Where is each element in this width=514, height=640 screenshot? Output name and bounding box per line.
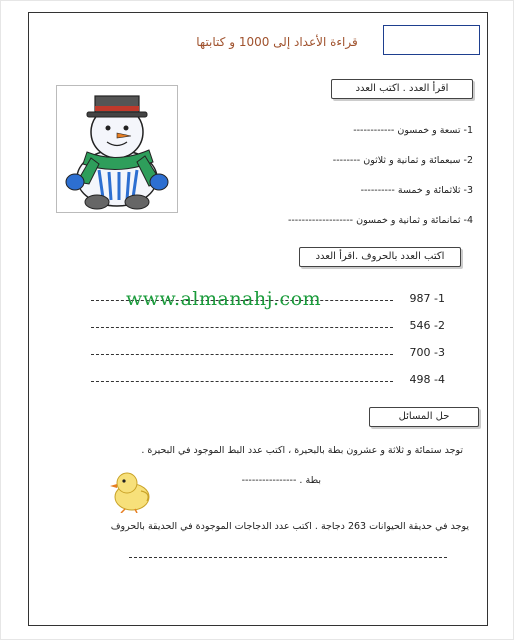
problem-1: توجد ستمائة و ثلاثة و عشرون بطة بالبحيرة ، اكتب عدد البط الموجود في البحيرة . [141, 445, 463, 456]
number-4: 4- 498 [409, 373, 445, 386]
section3-header [369, 407, 479, 427]
question-2: 2- سبعمائة و ثمانية و ثلاثون -------- [332, 155, 473, 166]
chick-image [107, 467, 157, 513]
section1-header-text: اقرأ العدد . اكتب العدد [355, 83, 449, 94]
answer-line-4 [91, 381, 393, 382]
snowman-image [56, 85, 178, 213]
answer-1: بطة . ---------------- [241, 475, 321, 486]
section2-header-text: اكتب العدد بالحروف .اقرأ العدد [315, 251, 445, 262]
answer-line-problem-2 [129, 557, 447, 558]
worksheet [28, 12, 488, 626]
number-3: 3- 700 [409, 346, 445, 359]
answer-line-2 [91, 327, 393, 328]
section3-header-text: حل المسائل [398, 411, 450, 422]
section1-header [331, 79, 473, 99]
worksheet-title: قراءة الأعداد إلى 1000 و كتابتها [196, 35, 358, 49]
section2-header [299, 247, 461, 267]
answer-line-3 [91, 354, 393, 355]
question-1: 1- تسعة و خمسون ------------ [353, 125, 473, 136]
problem-2: يوجد في حديقة الحيوانات 263 دجاجة . اكتب عدد الدجاجات الموجودة في الحديقة بالحروف [110, 521, 469, 532]
number-2: 2- 546 [409, 319, 445, 332]
number-1: 1- 987 [409, 292, 445, 305]
name-box[interactable] [383, 25, 480, 55]
watermark: www.almanahj.com [126, 288, 322, 310]
question-4: 4- ثمانمائة و ثمانية و خمسون ------------------- [287, 215, 473, 226]
question-3: 3- ثلاثمائة و خمسة ---------- [360, 185, 473, 196]
